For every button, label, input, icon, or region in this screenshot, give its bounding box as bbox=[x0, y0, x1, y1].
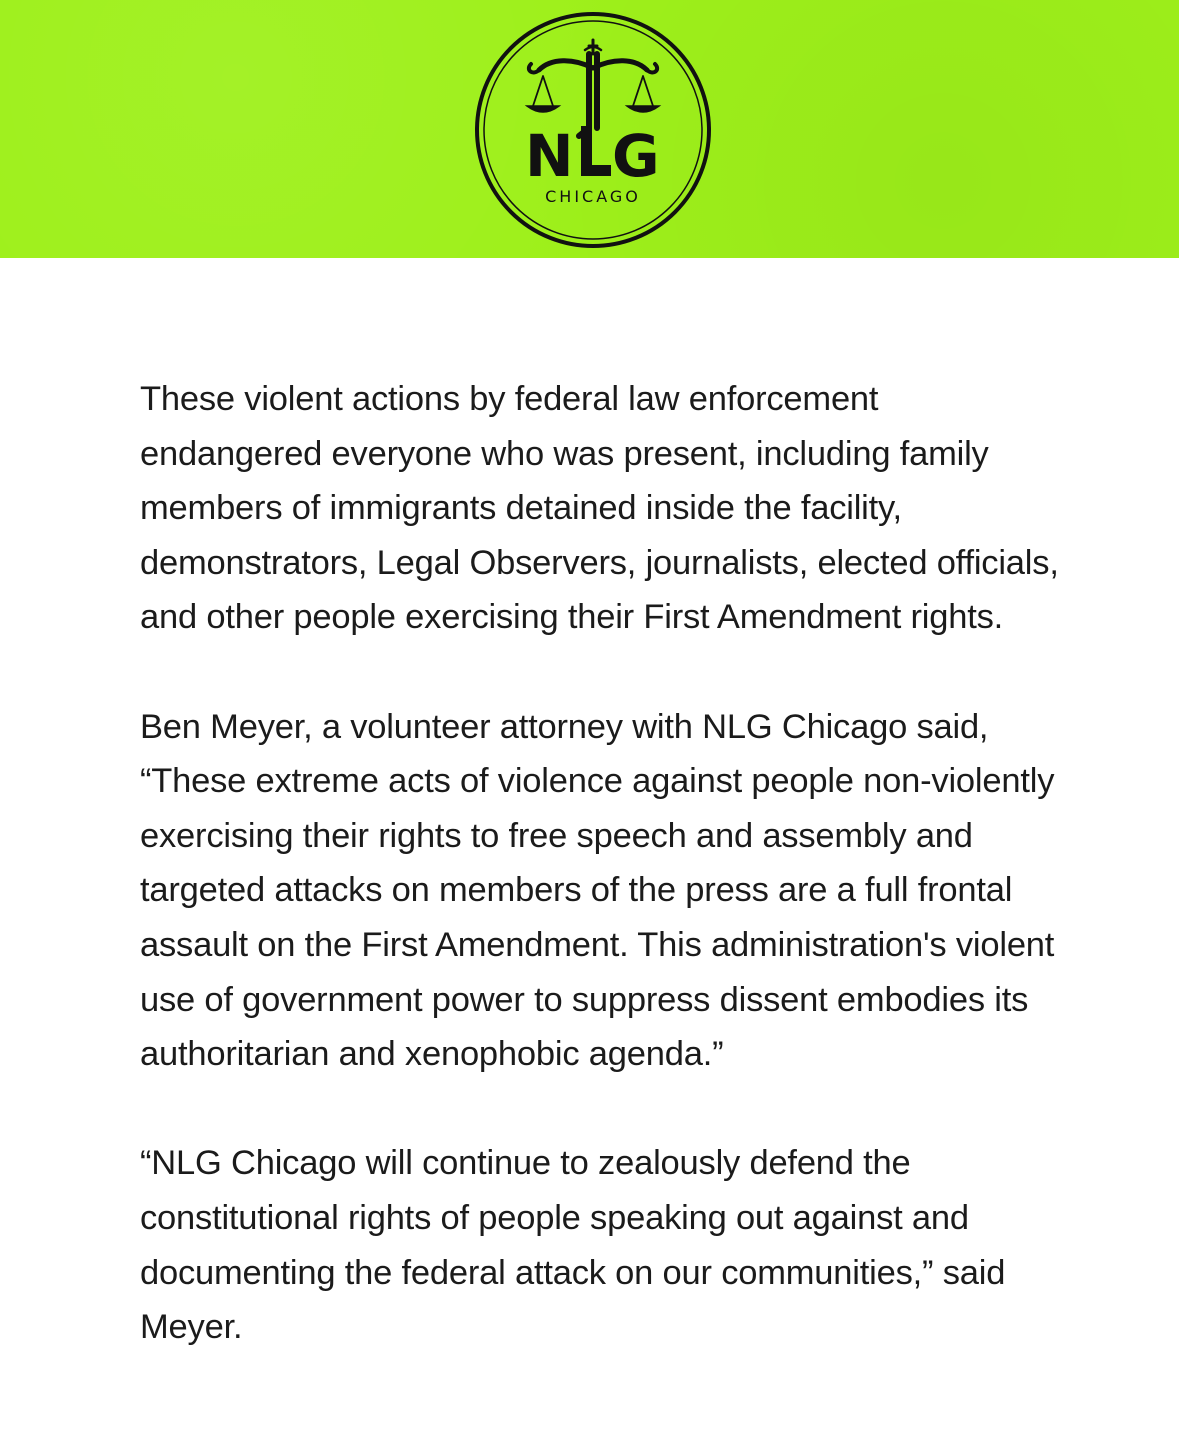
header-banner bbox=[0, 0, 1179, 258]
text-line: Ben Meyer, a volunteer attorney with NLG Chicago said, bbox=[140, 707, 989, 746]
text-line: documenting the federal attack on our communities,” said bbox=[140, 1253, 1006, 1292]
nlg-chicago-logo bbox=[473, 10, 713, 250]
text-line: “These extreme acts of violence against people non-violently bbox=[140, 762, 1055, 801]
text-line: constitutional rights of people speaking out against and bbox=[140, 1198, 969, 1237]
paragraph-violent-actions bbox=[140, 372, 1120, 645]
logo-letter-g: G bbox=[612, 122, 660, 190]
text-line: “NLG Chicago will continue to zealously defend the bbox=[140, 1144, 911, 1183]
text-line: members of immigrants detained inside the facility, bbox=[140, 489, 902, 528]
text-line: endangered everyone who was present, including family bbox=[140, 434, 989, 473]
text-line: These violent actions by federal law enforcement bbox=[140, 380, 879, 418]
text-line: exercising their rights to free speech and assembly and bbox=[140, 816, 973, 855]
text-line: authoritarian and xenophobic agenda.” bbox=[140, 1035, 724, 1074]
text-line: assault on the First Amendment. This administration's violent bbox=[140, 925, 1055, 964]
logo-subtitle: CHICAGO bbox=[545, 187, 641, 206]
paragraph-meyer-quote bbox=[140, 700, 1120, 1082]
press-statement bbox=[140, 372, 1120, 1355]
text-line: demonstrators, Legal Observers, journalists, elected officials, bbox=[140, 543, 1059, 582]
text-line: Meyer. bbox=[140, 1308, 243, 1347]
paragraph-closing-quote bbox=[140, 1136, 1120, 1354]
text-line: targeted attacks on members of the press are a full frontal bbox=[140, 871, 1013, 910]
text-line: use of government power to suppress dissent embodies its bbox=[140, 980, 1029, 1019]
logo-letter-n: N bbox=[525, 122, 574, 190]
text-line: and other people exercising their First Amendment rights. bbox=[140, 598, 1004, 637]
